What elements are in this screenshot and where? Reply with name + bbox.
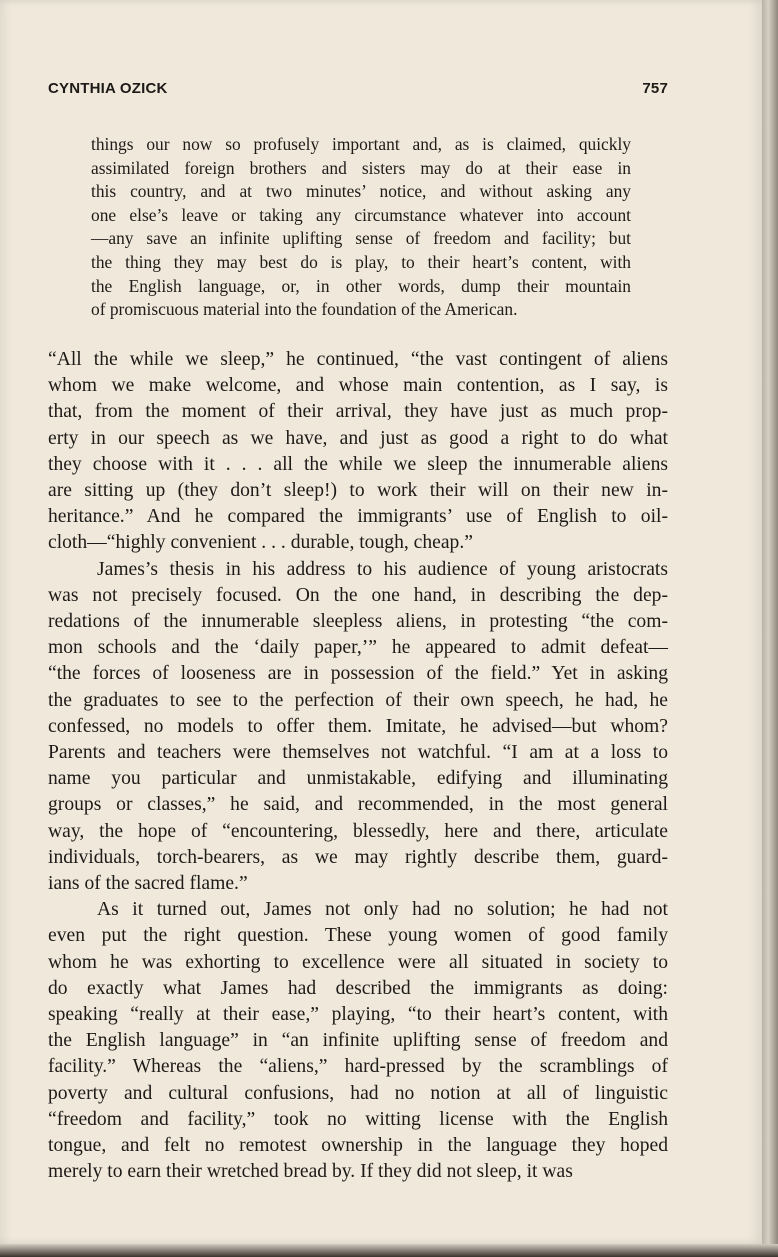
text-line: even put the right question. These young women of good family: [48, 925, 668, 947]
running-head-author: CYNTHIA OZICK: [48, 80, 168, 97]
quote-line: —any save an infinite uplifting sense of freedom and facility; but: [91, 228, 631, 249]
paragraph: [48, 897, 668, 1185]
text-line: groups or classes,” he said, and recommended, in the most general: [48, 794, 668, 816]
text-line: name you particular and unmistakable, edifying and illuminating: [48, 768, 668, 790]
text-line: that, from the moment of their arrival, they have just as much prop-: [48, 401, 668, 423]
text-line: redations of the innumerable sleepless aliens, in protesting “the com-: [48, 611, 668, 633]
quote-line: of promiscuous material into the foundation of the American.: [91, 299, 518, 320]
text-line: Parents and teachers were themselves not watchful. “I am at a loss to: [48, 742, 668, 764]
body-text: [48, 347, 668, 1186]
text-line: confessed, no models to offer them. Imitate, he advised—but whom?: [48, 715, 668, 737]
text-line: individuals, torch-bearers, as we may rightly describe them, guard-: [48, 846, 668, 868]
text-line: was not precisely focused. On the one hand, in describing the dep-: [48, 584, 668, 606]
text-line: heritance.” And he compared the immigrants’ use of English to oil-: [48, 506, 668, 528]
text-line: erty in our speech as we have, and just as good a right to do what: [48, 427, 668, 449]
text-line: facility.” Whereas the “aliens,” hard-pressed by the scramblings of: [48, 1056, 668, 1078]
text-line: James’s thesis in his address to his audience of young aristocrats: [97, 558, 668, 580]
running-header: [48, 80, 668, 100]
text-line: mon schools and the ‘daily paper,’” he appeared to admit defeat—: [48, 637, 668, 659]
text-line: the graduates to see to the perfection of their own speech, he had, he: [48, 689, 668, 711]
quote-line: things our now so profusely important and, as is claimed, quickly: [91, 134, 631, 154]
page-number: 757: [642, 80, 668, 97]
text-line: whom we make welcome, and whose main contention, as I say, is: [48, 375, 668, 397]
quote-line: one else’s leave or taking any circumstance whatever into account: [91, 204, 631, 225]
text-line: “All the while we sleep,” he continued, “the vast contingent of aliens: [48, 349, 668, 370]
text-line: speaking “really at their ease,” playing, “to their heart’s content, with: [48, 1004, 668, 1026]
quote-line: assimilated foreign brothers and sisters may do at their ease in: [91, 157, 631, 178]
quote-line: the thing they may best do is play, to their heart’s content, with: [91, 251, 631, 272]
page-edge-shadow: [762, 0, 778, 1257]
text-line: poverty and cultural confusions, had no notion at all of linguistic: [48, 1082, 668, 1104]
text-line: cloth—“highly convenient . . . durable, tough, cheap.”: [48, 532, 473, 554]
text-line: way, the hope of “encountering, blessedly, here and there, articulate: [48, 820, 668, 842]
quote-line: the English language, or, in other words, dump their mountain: [91, 275, 631, 296]
text-line: they choose with it . . . all the while we sleep the innumerable aliens: [48, 453, 668, 475]
text-line: ians of the sacred flame.”: [48, 873, 248, 895]
quote-line: this country, and at two minutes’ notice, and without asking any: [91, 181, 631, 202]
paragraph: [48, 557, 668, 898]
text-line: tongue, and felt no remotest ownership in the language they hoped: [48, 1135, 668, 1157]
text-line: merely to earn their wretched bread by. If they did not sleep, it was: [48, 1161, 573, 1183]
text-line: do exactly what James had described the immigrants as doing:: [48, 977, 668, 999]
text-line: “freedom and facility,” took no witting license with the English: [48, 1108, 668, 1130]
text-line: the English language” in “an infinite uplifting sense of freedom and: [48, 1030, 668, 1052]
paragraph: [48, 347, 668, 557]
block-quote: [91, 133, 631, 322]
page-bottom-edge: [0, 1244, 778, 1257]
text-line: are sitting up (they don’t sleep!) to work their will on their new in-: [48, 480, 668, 502]
text-line: As it turned out, James not only had no solution; he had not: [97, 899, 668, 921]
text-line: “the forces of looseness are in possession of the field.” Yet in asking: [48, 663, 668, 685]
text-line: whom he was exhorting to excellence were all situated in society to: [48, 951, 668, 973]
